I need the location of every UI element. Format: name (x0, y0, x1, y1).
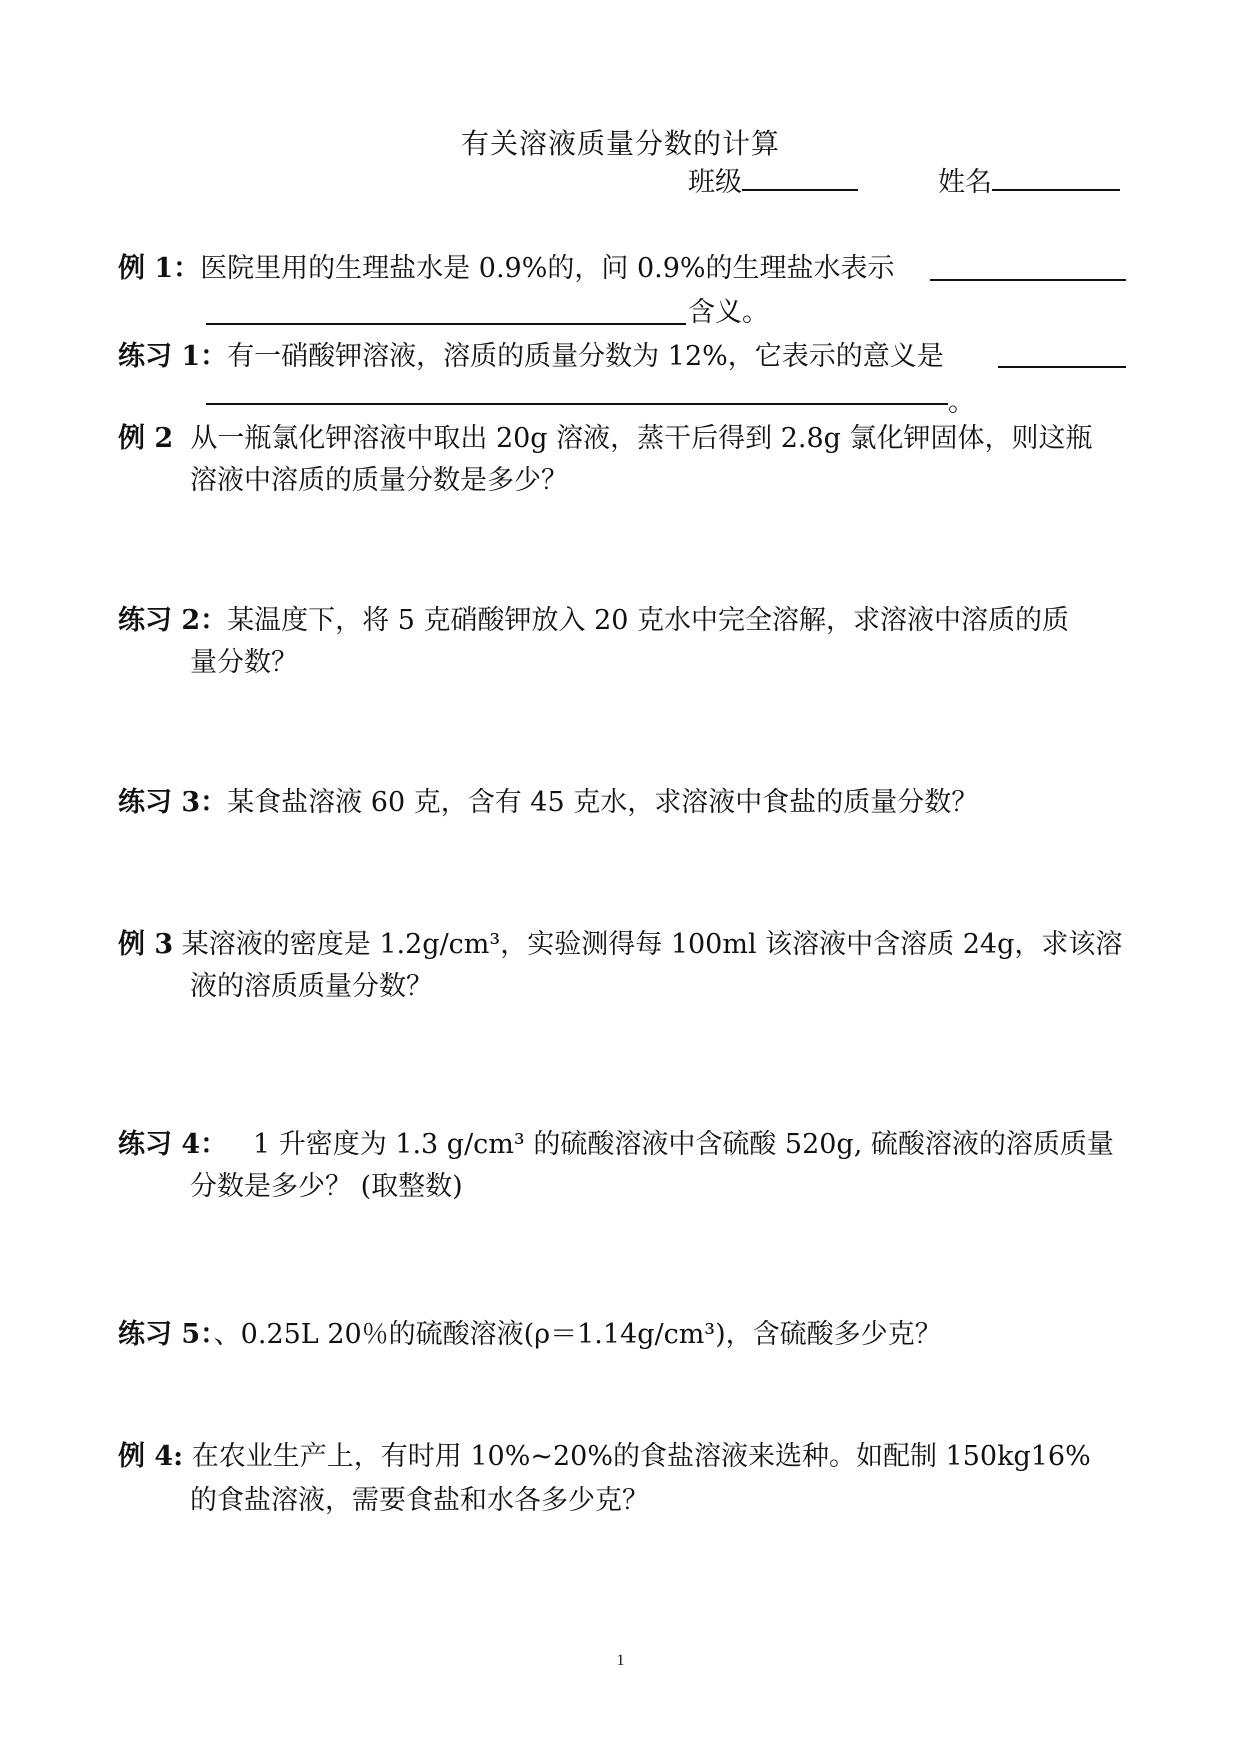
practice-5 (118, 1312, 942, 1351)
example-1-continuation: 含义。 (688, 297, 769, 328)
practice-3 (118, 780, 978, 819)
name-field (938, 160, 1120, 199)
example-4 (118, 1434, 1091, 1473)
practice-1-answer-blank[interactable] (998, 366, 1126, 368)
example-2-label: 例 2 (118, 423, 174, 454)
example-4-line-2: 的食盐溶液，需要食盐和水各多少克？ (190, 1485, 649, 1516)
practice-4 (118, 1122, 1114, 1161)
name-label: 姓名 (938, 167, 992, 198)
class-blank[interactable] (742, 161, 858, 191)
example-4-line-1: 在农业生产上，有时用 10%~20%的食盐溶液来选种。如配制 150kg16% (191, 1441, 1091, 1472)
class-field (688, 160, 858, 199)
practice-1-text: 有一硝酸钾溶液，溶质的质量分数为 12%，它表示的意义是 (227, 341, 944, 372)
example-1-label: 例 1： (118, 253, 201, 284)
example-1-text: 医院里用的生理盐水是 0.9%的，问 0.9%的生理盐水表示 (200, 253, 895, 284)
practice-1 (118, 334, 944, 373)
example-2 (118, 416, 1093, 455)
example-3-line-2: 液的溶质质量分数？ (190, 971, 433, 1002)
practice-2-line-2: 量分数？ (190, 647, 298, 678)
practice-2 (118, 598, 1069, 637)
page-title: 有关溶液质量分数的计算 (460, 127, 780, 160)
practice-5-label: 练习 5： (118, 1319, 214, 1350)
practice-2-line-1: 某温度下，将 5 克硝酸钾放入 20 克水中完全溶解，求溶液中溶质的质 (227, 605, 1070, 636)
practice-3-line-1: 某食盐溶液 60 克，含有 45 克水，求溶液中食盐的质量分数？ (227, 787, 979, 818)
example-3-label: 例 3 (118, 929, 174, 960)
example-2-line-2: 溶液中溶质的质量分数是多少？ (190, 465, 568, 496)
practice-4-line-2: 分数是多少？ (取整数) (190, 1171, 463, 1202)
practice-5-line-1: 、0.25L 20％的硫酸溶液(ρ＝1.14g/cm³)，含硫酸多少克？ (213, 1319, 942, 1350)
example-3 (118, 922, 1122, 961)
example-4-label: 例 4: (118, 1441, 184, 1472)
example-1-answer-blank-2[interactable] (206, 323, 686, 325)
example-1 (118, 246, 895, 285)
practice-2-label: 练习 2： (118, 605, 228, 636)
example-1-answer-blank[interactable] (930, 279, 1126, 281)
practice-1-end: 。 (948, 387, 975, 418)
name-blank[interactable] (992, 161, 1120, 191)
example-2-line-1: 从一瓶氯化钾溶液中取出 20g 溶液，蒸干后得到 2.8g 氯化钾固体，则这瓶 (190, 423, 1093, 454)
practice-1-answer-blank-2[interactable] (206, 403, 948, 405)
example-3-line-1: 某溶液的密度是 1.2g/cm³，实验测得每 100ml 该溶液中含溶质 24g，求该溶 (181, 929, 1123, 960)
practice-3-label: 练习 3： (118, 787, 228, 818)
class-label: 班级 (688, 167, 742, 198)
practice-4-label: 练习 4： (118, 1129, 228, 1160)
practice-4-line-1: 1 升密度为 1.3 g/cm³ 的硫酸溶液中含硫酸 520g, 硫酸溶液的溶质质量 (252, 1129, 1114, 1160)
practice-1-label: 练习 1： (118, 341, 228, 372)
page-number: 1 (616, 1652, 625, 1669)
